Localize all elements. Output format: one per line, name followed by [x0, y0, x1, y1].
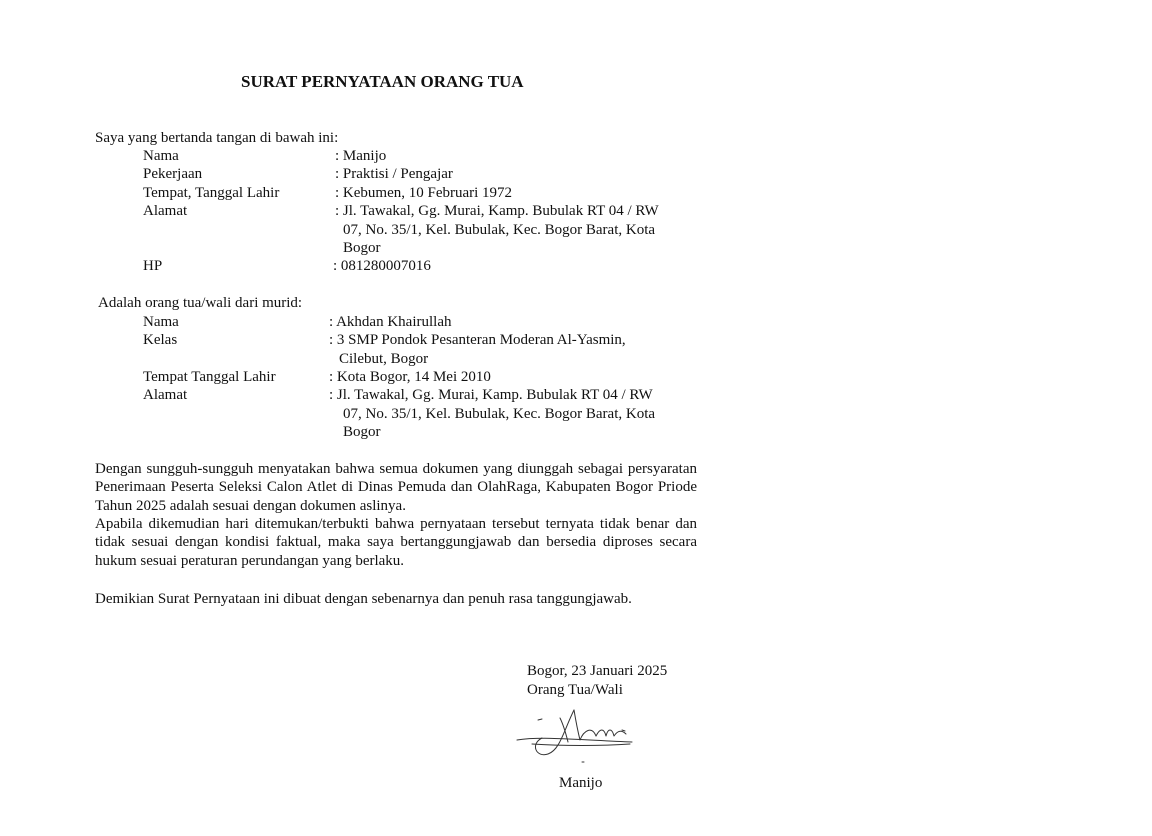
signature-role: Orang Tua/Wali: [527, 682, 623, 698]
student-class-line-2: Cilebut, Bogor: [339, 351, 429, 367]
signature-place-date: Bogor, 23 Januari 2025: [527, 663, 668, 679]
closing-text: Demikian Surat Pernyataan ini dibuat dengan sebenarnya dan penuh rasa tanggungjawab.: [95, 591, 632, 607]
student-birth-label: Tempat Tanggal Lahir: [143, 369, 276, 385]
student-address-line-1: : Jl. Tawakal, Gg. Murai, Kamp. Bubulak RT 04 / RW: [329, 387, 653, 403]
parent-job-value: : Praktisi / Pengajar: [335, 166, 453, 182]
statement-paragraph-2: Apabila dikemudian hari ditemukan/terbukti bahwa pernyataan tersebut ternyata tidak benar dan tidak sesuai dengan kondisi faktual, maka saya bertanggungjawab dan bersedia diproses secara hukum sesuai peraturan perundangan yang berlaku.: [95, 516, 697, 569]
parent-name-label: Nama: [143, 148, 179, 164]
student-class-line-1: : 3 SMP Pondok Pesanteran Moderan Al-Yasmin,: [329, 332, 626, 348]
parent-address-line-1: : Jl. Tawakal, Gg. Murai, Kamp. Bubulak RT 04 / RW: [335, 203, 659, 219]
signature-name: Manijo: [559, 775, 603, 791]
student-name-value: : Akhdan Khairullah: [329, 314, 452, 330]
handwritten-signature-image: [512, 700, 642, 770]
student-address-line-3: Bogor: [343, 424, 381, 440]
parent-phone-label: HP: [143, 258, 163, 274]
intro-text: Saya yang bertanda tangan di bawah ini:: [95, 130, 339, 146]
student-class-label: Kelas: [143, 332, 178, 348]
statement-paragraph-1: Dengan sungguh-sungguh menyatakan bahwa semua dokumen yang diunggah sebagai persyaratan Penerimaan Peserta Seleksi Calon Atlet di Dinas Pemuda dan OlahRaga, Kabupaten Bogor Priode Tahun 2025 adalah sesuai dengan dokumen aslinya.: [95, 461, 697, 514]
student-address-label: Alamat: [143, 387, 188, 403]
document-title: SURAT PERNYATAAN ORANG TUA: [241, 72, 524, 91]
parent-birth-label: Tempat, Tanggal Lahir: [143, 185, 280, 201]
parent-job-label: Pekerjaan: [143, 166, 203, 182]
student-intro-text: Adalah orang tua/wali dari murid:: [98, 295, 303, 311]
parent-address-line-2: 07, No. 35/1, Kel. Bubulak, Kec. Bogor Barat, Kota: [343, 222, 656, 238]
student-name-label: Nama: [143, 314, 179, 330]
parent-address-line-3: Bogor: [343, 240, 381, 256]
parent-phone-value: : 081280007016: [333, 258, 431, 274]
parent-address-label: Alamat: [143, 203, 188, 219]
student-birth-value: : Kota Bogor, 14 Mei 2010: [329, 369, 491, 385]
parent-name-value: : Manijo: [335, 148, 387, 164]
student-address-line-2: 07, No. 35/1, Kel. Bubulak, Kec. Bogor Barat, Kota: [343, 406, 656, 422]
parent-birth-value: : Kebumen, 10 Februari 1972: [335, 185, 513, 201]
